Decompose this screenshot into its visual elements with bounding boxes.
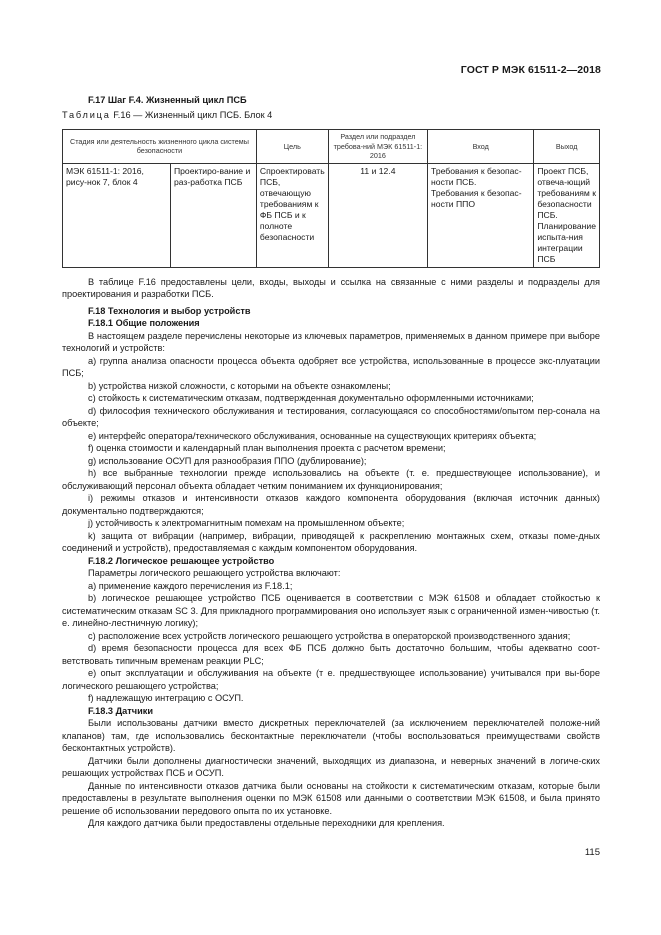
cell-line: 11 и 12.4 [360,165,396,176]
f18-3-paragraph: Датчики были дополнены диагностически значений, выходящих из диапазона, и неверных значений в логиче-ских решающих устройствах ПСБ и ОСУП. [62,755,600,778]
list-item: e) интерфейс оператора/технического обслуживания, основанные на существующих критериях объекта; [88,430,537,441]
list-item: c) расположение всех устройств логического решающего устройства в операторской производственного здания; [88,630,571,641]
f18-3-paragraph: Данные по интенсивности отказов датчика были основаны на стойкости к систематическим отказам, которые были предоставлены в результате выполнения оценки по МЭК 61508 или данными о соответствии МЭК 61508, и была принято решение об использовании передового опыта по их установке. [62,780,600,816]
cell-line: Проектиро-вание и раз-работка ПСБ [173,165,251,187]
subsection-heading-f18-2: F.18.2 Логическое решающее устройство [88,555,275,566]
cell-goal [256,163,328,267]
f18-3-paragraph: Были использованы датчики вместо дискретных переключателей (за исключением переключателей положе-ний клапанов) там, где использовались бесконтактные переключатели (чтобы воспользоваться преимуществами свойств бесконтактных устройств). [62,718,600,753]
cell-line: Спроектировать ПСБ, отвечающую требованиям к ФБ ПСБ и к полноте безопасности [259,165,325,242]
col-header-stage: Стадия или деятельность жизненного цикла системы безопасности [63,130,257,164]
f18-2-intro: Параметры логического решающего устройства включают: [88,568,341,578]
list-item: f) оценка стоимости и календарный план выполнения проекта с расчетом времени; [88,443,446,453]
cell-section [328,163,427,267]
cell-stage-activity [170,163,256,267]
page-body [62,94,600,830]
col-header-goal: Цель [256,130,328,164]
list-item: e) опыт эксплуатации и обслуживания на объекте (т е. предшествующее использование) учитывался при вы-боре логического решающего устройства; [62,668,600,691]
cell-output [534,163,600,267]
cell-line: Требования к безопас-ности ПСБ. [431,165,522,187]
f18-1-intro: В настоящем разделе перечислены некоторые из ключевых параметров, применяемых в данном примере при выборе технологий и устройств: [62,330,600,353]
col-header-input: Вход [428,130,534,164]
list-item: b) устройства низкой сложности, с которыми на объекте ознакомлены; [88,380,391,391]
table-caption [62,109,600,122]
section-heading-f18: F.18 Технология и выбор устройств [88,305,251,316]
f18-1-list [62,355,600,555]
list-item: h) все выбранные технологии прежде использовались на объекте (т. е. предшествующее использование), и обслуживающий персонал объекта обладает четким пониманием их функционирования; [62,468,600,491]
list-item: g) использование ОСУП для разнообразия ППО (дублирование); [88,455,367,466]
list-item: i) режимы отказов и интенсивности отказов каждого компонента оборудования (включая источник данных) документально подтверждаются; [62,493,600,516]
document-header: ГОСТ Р МЭК 61511-2—2018 [460,64,601,76]
cell-line: МЭК 61511-1: 2016, рису-нок 7, блок 4 [66,165,144,187]
table-note: В таблице F.16 предоставлены цели, входы, выходы и ссылка на связанные с ними разделы и подразделы для проектирования и разработки ПСБ. [62,276,600,299]
table-caption-text: F.16 — Жизненный цикл ПСБ. Блок 4 [113,109,273,120]
list-item: k) защита от вибрации (например, вибрации, приводящей к раскреплению монтажных схем, отказы поме-дных соединений и устройств), предоставляемая с каждым компонентом оборудования. [62,530,600,553]
table-label: Таблица [62,109,111,120]
cell-input [428,163,534,267]
list-item: a) применение каждого перечисления из F.18.1; [88,580,293,591]
cell-line: Проект ПСБ, отвеча-ющий требованиям к безопасности ПСБ. [537,165,596,220]
f18-2-list [62,580,600,705]
list-item: j) устойчивость к электромагнитным помехам на промышленном объекте; [88,518,405,528]
subsection-heading-f18-1: F.18.1 Общие положения [88,318,200,328]
lifecycle-table [62,129,600,268]
cell-line: Требования к безопас-ности ППО [431,187,522,209]
col-header-output: Выход [534,130,600,164]
list-item: b) логическое решающее устройство ПСБ оценивается в соответствии с МЭК 61508 и обладает стойкостью к систематическим отказам SC 3. Для прикладного программирования оно использует язык с ограниченной измен-чивостью (т. е. линейно-лестничную логику); [62,593,600,628]
cell-line: Планирование испыта-ния интеграции ПСБ [537,220,596,264]
page-number: 115 [584,847,600,858]
list-item: a) группа анализа опасности процесса объекта одобряет все устройства, использованные в процессе экс-плуатации ПСБ; [62,355,600,378]
cell-stage-ref [63,163,171,267]
table-header-row [63,130,600,164]
f18-3-paragraph: Для каждого датчика были предоставлены отдельные переходники для крепления. [88,818,445,828]
section-heading-f17: F.17 Шаг F.4. Жизненный цикл ПСБ [88,95,247,105]
subsection-heading-f18-3: F.18.3 Датчики [88,705,153,716]
col-header-section: Раздел или подраздел требова-ний МЭК 61511-1: 2016 [328,130,427,164]
list-item: d) философия технического обслуживания и тестирования, согласующаяся со способностями/опытом пер-сонала на объекте; [62,405,600,428]
list-item: c) стойкость к систематическим отказам, подтвержденная документально оформленными источниками; [88,393,534,403]
list-item: f) надлежащую интеграцию с ОСУП. [88,693,244,703]
list-item: d) время безопасности процесса для всех ФБ ПСБ должно быть достаточно большим, чтобы адекватно соот-ветствовать типичным временам реакции PLC; [62,643,600,666]
table-row [63,163,600,267]
